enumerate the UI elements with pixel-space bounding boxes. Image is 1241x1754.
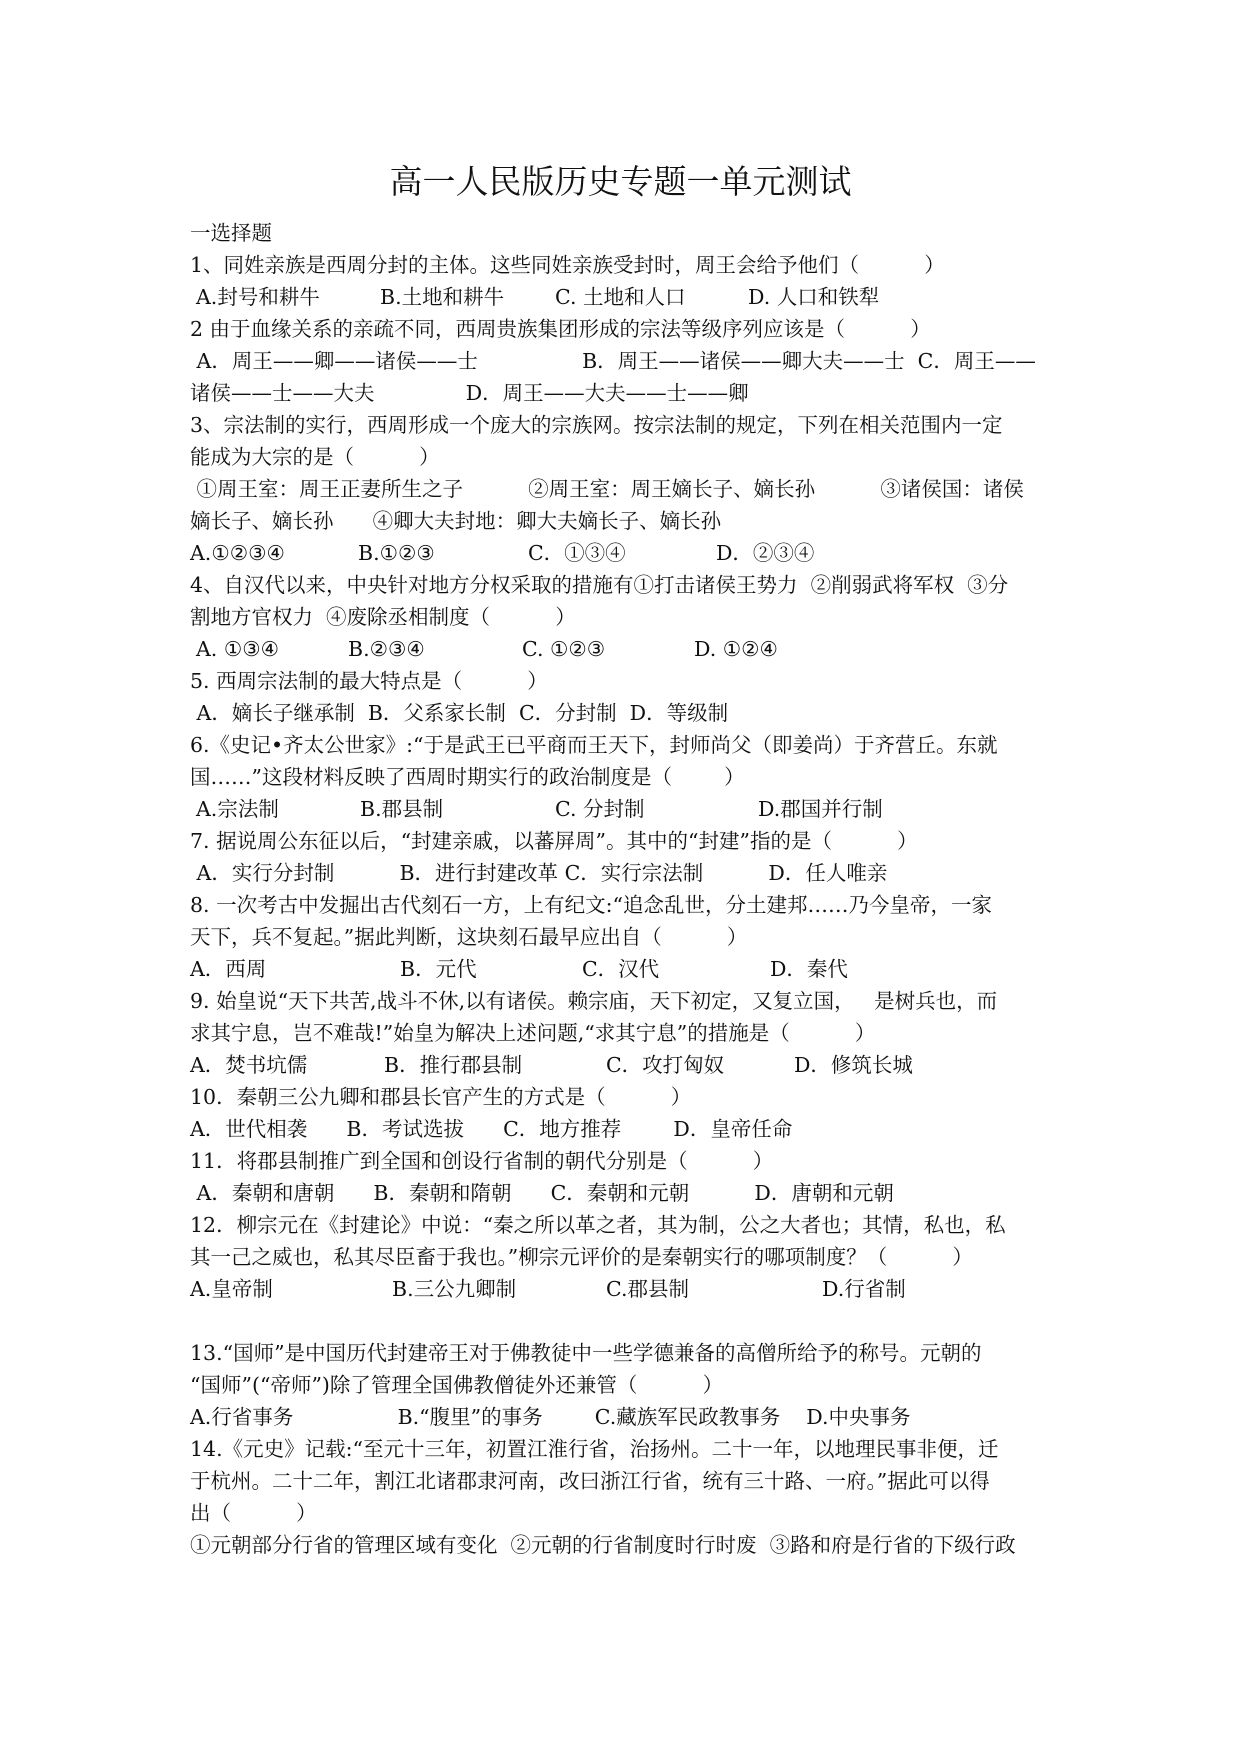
question-7-stem: 7. 据说周公东征以后，“封建亲戚，以蕃屏周”。其中的“封建”指的是（ ） [190,829,918,853]
question-1-stem: 1、同姓亲族是西周分封的主体。这些同姓亲族受封时，周王会给予他们（ ） [190,253,945,277]
question-14-stem-end: 出（ ） [190,1501,317,1525]
question-6-stem-cont: 国……”这段材料反映了西周时期实行的政治制度是（ ） [190,765,745,789]
q1-option-d: D. 人口和铁犁 [748,285,880,309]
q7-options: A．实行分封制 B．进行封建改革 C．实行宗法制 D．任人唯亲 [190,861,888,885]
q12-option-a: A.皇帝制 [190,1277,273,1301]
q2-options-line-2: 诸侯——士——大夫 D．周王——大夫——士——卿 [190,381,749,405]
question-9-stem-cont: 求其宁息，岂不难哉!”始皇为解决上述问题,“求其宁息”的措施是（ ） [190,1021,876,1045]
q1-option-c: C. 土地和人口 [555,285,686,309]
q9-option-b: B．推行郡县制 [384,1053,523,1077]
q12-option-c: C.郡县制 [606,1277,689,1301]
q12-option-b: B.三公九卿制 [392,1277,517,1301]
question-6-stem: 6.《史记•齐太公世家》:“于是武王已平商而王天下，封师尚父（即姜尚）于齐营丘。东就 [190,733,998,757]
q9-option-d: D．修筑长城 [794,1053,913,1077]
q13-options: A.行省事务 B.“腹里”的事务 C.藏族军民政教事务 D.中央事务 [190,1405,911,1429]
question-8-stem: 8. 一次考古中发掘出古代刻石一方，上有纪文:“追念乱世，分土建邦……乃今皇帝，一家 [190,893,992,917]
q8-option-c: C．汉代 [582,957,660,981]
question-4-stem-cont: 割地方官权力 ④废除丞相制度（ ） [190,605,576,629]
q1-option-b: B.土地和耕牛 [380,285,505,309]
q4-option-b: B.②③④ [348,637,425,661]
q14-items: ①元朝部分行省的管理区域有变化 ②元朝的行省制度时行时废 ③路和府是行省的下级行政 [190,1533,1016,1557]
q12-option-d: D.行省制 [822,1277,906,1301]
question-10-stem: 10．秦朝三公九卿和郡县长官产生的方式是（ ） [190,1085,692,1109]
question-13-stem-cont: “国师”(“帝师”)除了管理全国佛教僧徒外还兼管（ ） [190,1373,724,1397]
q11-options: A．秦朝和唐朝 B．秦朝和隋朝 C．秦朝和元朝 D．唐朝和元朝 [190,1181,894,1205]
q8-option-a: A．西周 [190,957,267,981]
q8-option-d: D．秦代 [770,957,848,981]
q1-option-a: A.封号和耕牛 [196,285,320,309]
question-13-stem: 13.“国师”是中国历代封建帝王对于佛教徒中一些学德兼备的高僧所给予的称号。元朝的 [190,1341,982,1365]
q3-items-line-2: 嫡长子、嫡长孙 ④卿大夫封地：卿大夫嫡长子、嫡长孙 [190,509,722,533]
q3-option-a: A.①②③④ [190,541,285,565]
q9-option-a: A．焚书坑儒 [190,1053,308,1077]
q2-options-line-1: A．周王——卿——诸侯——士 B．周王——诸侯——卿大夫——士 C．周王—— [190,349,1036,373]
q8-option-b: B．元代 [400,957,477,981]
question-3-stem: 3、宗法制的实行，西周形成一个庞大的宗族网。按宗法制的规定，下列在相关范围内一定 [190,413,1003,437]
section-heading: 一选择题 [190,221,272,245]
q4-option-c: C. ①②③ [522,637,606,661]
question-2-stem: 2 由于血缘关系的亲疏不同，西周贵族集团形成的宗法等级序列应该是（ ） [190,317,931,341]
q3-option-d: D．②③④ [716,541,815,565]
question-14-stem: 14.《元史》记载:“至元十三年，初置江淮行省，治扬州。二十一年，以地理民事非便，迁 [190,1437,999,1461]
q6-option-c: C. 分封制 [555,797,645,821]
question-5-stem: 5. 西周宗法制的最大特点是（ ） [190,669,548,693]
q9-option-c: C．攻打匈奴 [606,1053,725,1077]
question-4-stem: 4、自汉代以来，中央针对地方分权采取的措施有①打击诸侯王势力 ②削弱武将军权 ③分 [190,573,1009,597]
q3-items-line-1: ①周王室：周王正妻所生之子 ②周王室：周王嫡长子、嫡长孙 ③诸侯国：诸侯 [190,477,1024,501]
q3-option-b: B.①②③ [358,541,435,565]
q4-option-d: D. ①②④ [694,637,778,661]
question-3-stem-cont: 能成为大宗的是（ ） [190,445,440,469]
q3-option-c: C．①③④ [528,541,626,565]
q5-options: A．嫡长子继承制 B．父系家长制 C．分封制 D．等级制 [190,701,729,725]
q10-options: A．世代相袭 B．考试选拔 C．地方推荐 D．皇帝任命 [190,1117,793,1141]
question-12-stem: 12．柳宗元在《封建论》中说：“秦之所以革之者，其为制，公之大者也；其情，私也，私 [190,1213,1006,1237]
question-14-stem-cont: 于杭州。二十二年，割江北诸郡隶河南，改曰浙江行省，统有三十路、一府。”据此可以得 [190,1469,990,1493]
question-11-stem: 11．将郡县制推广到全国和创设行省制的朝代分别是（ ） [190,1149,774,1173]
page-title: 高一人民版历史专题一单元测试 [389,162,852,201]
question-12-stem-cont: 其一己之威也，私其尽臣畜于我也。”柳宗元评价的是秦朝实行的哪项制度？（ ） [190,1245,973,1269]
q6-option-d: D.郡国并行制 [758,797,883,821]
q4-option-a: A. ①③④ [196,637,279,661]
q6-option-a: A.宗法制 [196,797,279,821]
question-9-stem: 9. 始皇说“天下共苦,战斗不休,以有诸侯。赖宗庙，天下初定，又复立国， 是树兵也，而 [190,989,998,1013]
question-8-stem-cont: 天下，兵不复起。”据此判断，这块刻石最早应出自（ ） [190,925,748,949]
q6-option-b: B.郡县制 [360,797,444,821]
